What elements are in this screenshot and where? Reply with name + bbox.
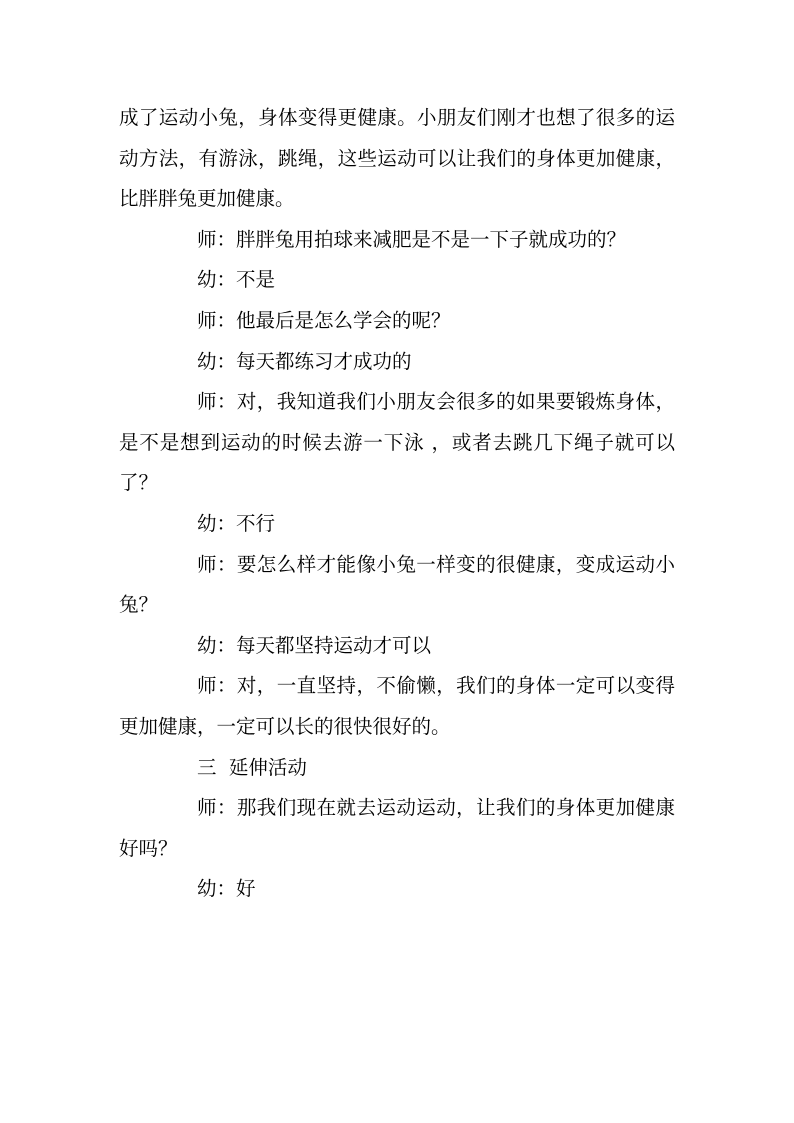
paragraph-1: 成了运动小兔，身体变得更健康。小朋友们刚才也想了很多的运动方法，有游泳，跳绳，这些运动可以让我们的身体更加健康，比胖胖兔更加健康。 [119, 106, 675, 211]
paragraph-7: 幼：不行 [197, 511, 276, 535]
paragraph-5: 幼：每天都练习才成功的 [197, 349, 412, 373]
paragraph-4: 师：他最后是怎么学会的呢？ [197, 308, 451, 332]
paragraph-2: 师：胖胖兔用拍球来减肥是不是一下子就成功的？ [197, 227, 627, 251]
paragraph-13: 幼：好 [197, 877, 256, 901]
paragraph-3: 幼：不是 [197, 268, 276, 292]
document-body [119, 98, 675, 910]
paragraph-10: 师：对，一直坚持，不偷懒，我们的身体一定可以变得更加健康，一定可以长的很快很好的。 [119, 674, 675, 738]
paragraph-12: 师：那我们现在就去运动运动，让我们的身体更加健康好吗？ [119, 796, 675, 860]
paragraph-9: 幼：每天都坚持运动才可以 [197, 633, 432, 657]
paragraph-8: 师：要怎么样才能像小兔一样变的很健康，变成运动小兔？ [119, 552, 675, 617]
section-heading-extension-activity: 三 延伸活动 [197, 755, 307, 779]
paragraph-6: 师：对，我知道我们小朋友会很多的如果要锻炼身体，是不是想到运动的时候去游一下泳 ，或者去跳几下绳子就可以了？ [119, 390, 675, 495]
